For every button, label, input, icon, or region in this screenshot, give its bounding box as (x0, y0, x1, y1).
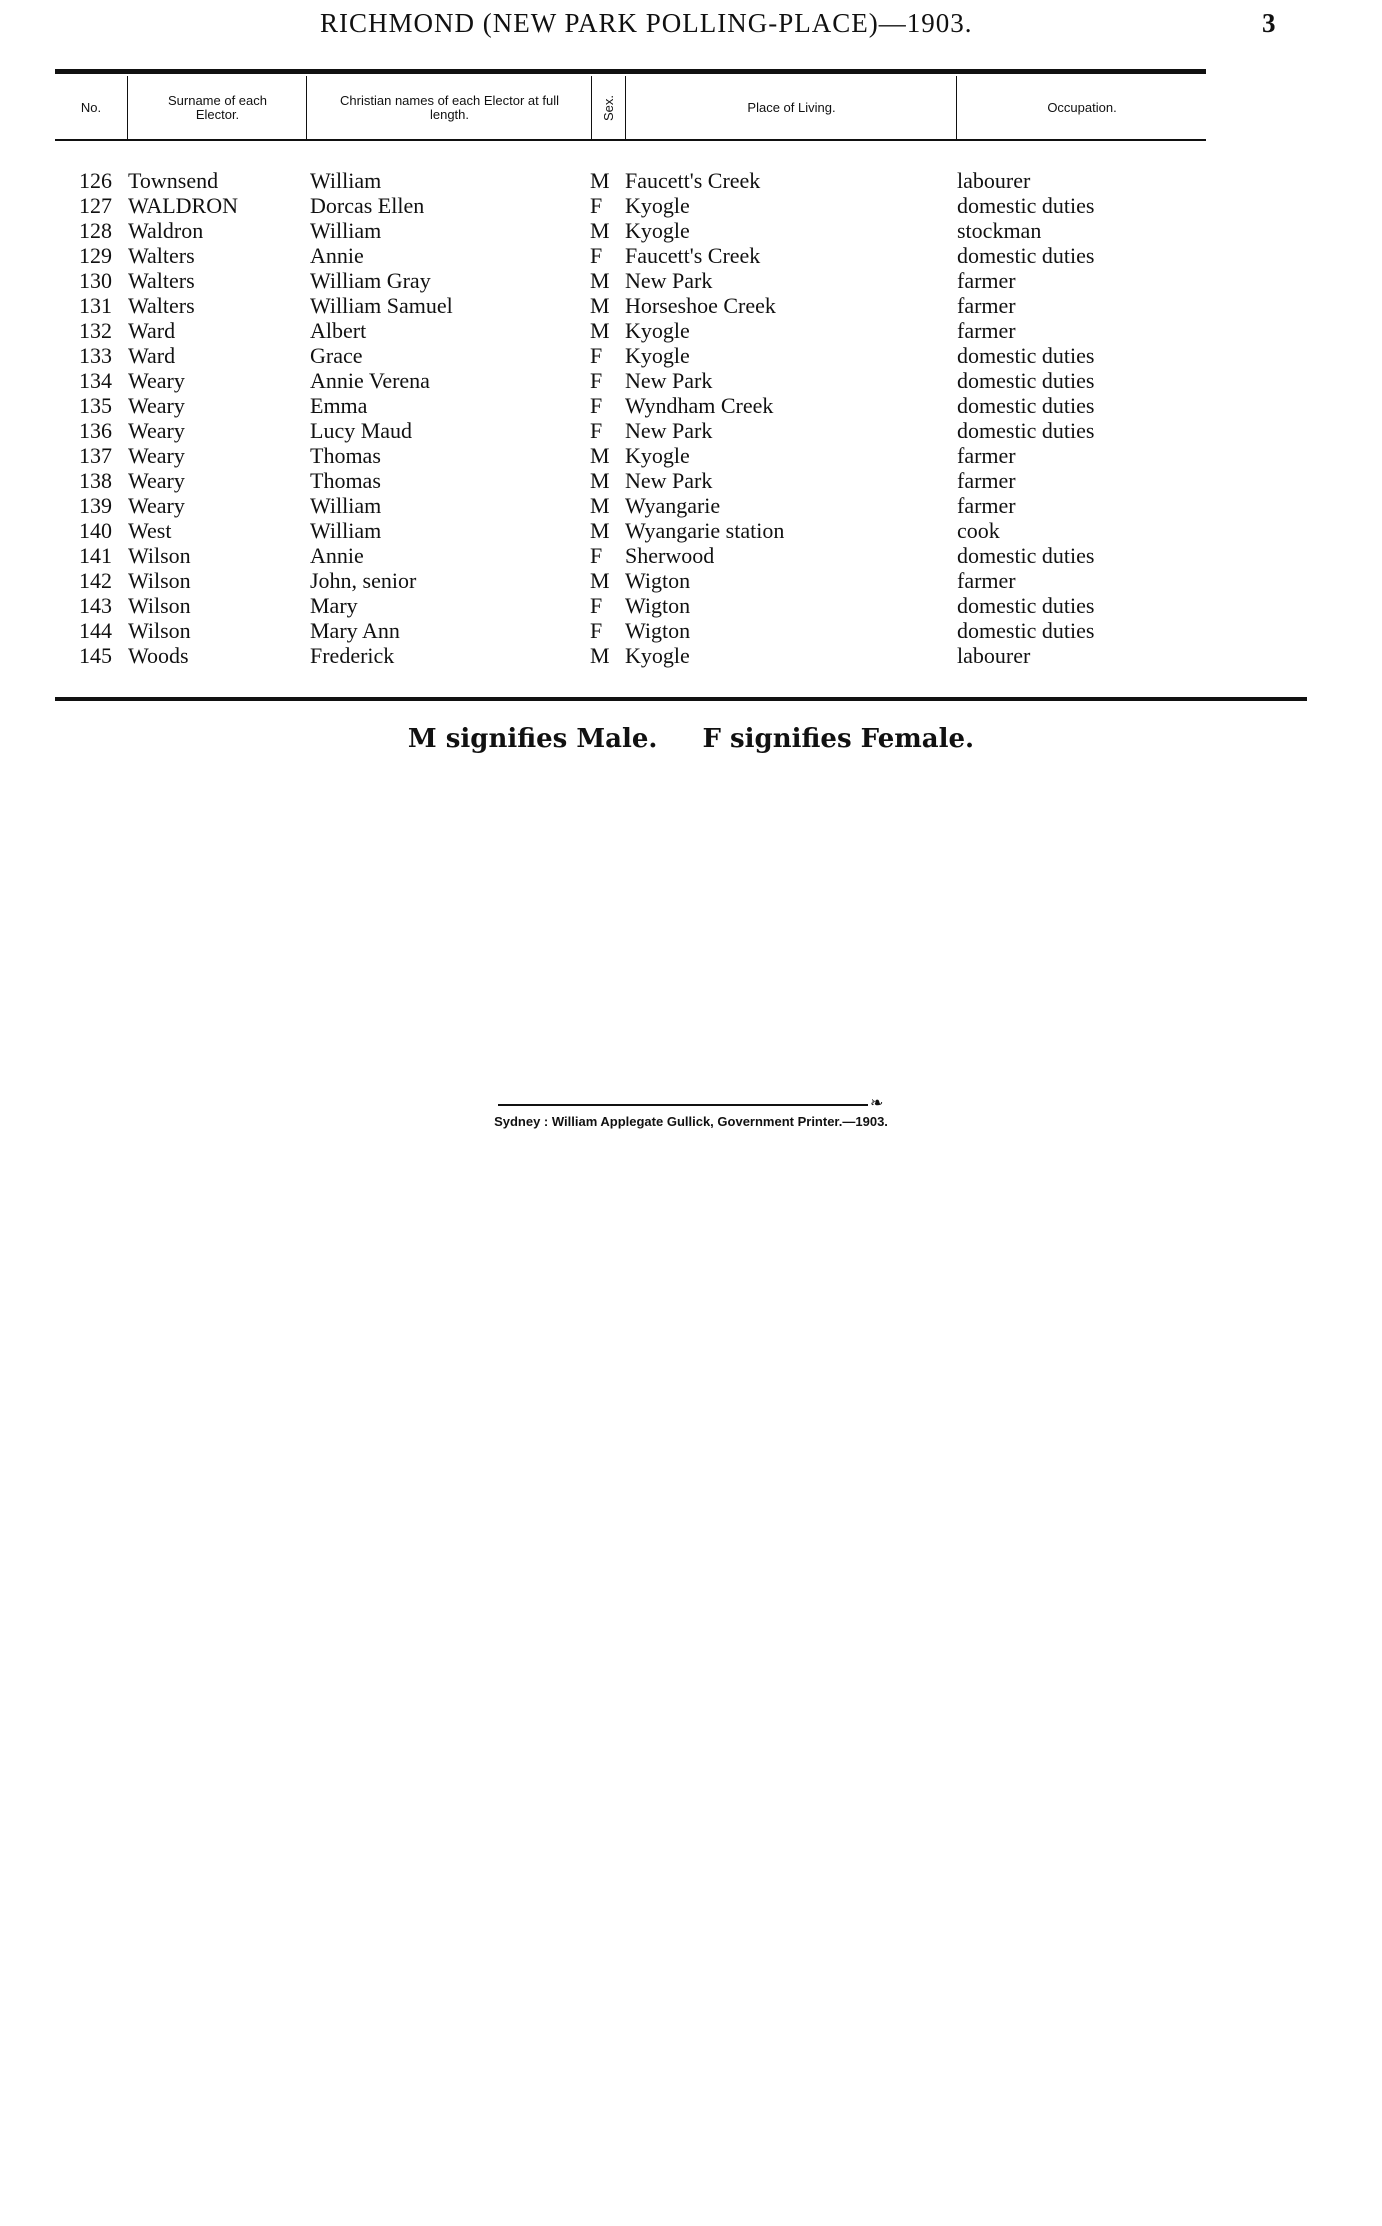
elector-surname: Townsend (128, 168, 219, 193)
column-header-surname (127, 76, 307, 139)
elector-surname: Wilson (128, 568, 191, 593)
elector-surname: WALDRON (128, 193, 238, 218)
table-row (0, 518, 1382, 543)
row-number: 127 (79, 193, 112, 218)
table-row (0, 568, 1382, 593)
row-number: 140 (79, 518, 112, 543)
page-number: 3 (1262, 8, 1276, 38)
elector-sex: M (590, 518, 610, 543)
elector-sex: F (590, 418, 603, 443)
elector-sex: F (590, 343, 603, 368)
column-header-no: No. (80, 99, 102, 115)
elector-surname: Woods (128, 643, 189, 668)
elector-sex: F (590, 618, 603, 643)
elector-christian-names: Lucy Maud (310, 418, 413, 443)
elector-sex: M (590, 268, 610, 293)
row-number: 138 (79, 468, 112, 493)
elector-christian-names: William Samuel (310, 293, 453, 318)
table-row (0, 418, 1382, 443)
table-row (0, 443, 1382, 468)
column-header-christian-label: Christian names of each Elector at full length. (340, 92, 559, 122)
list-bottom-rule (55, 697, 1307, 701)
elector-sex: M (590, 318, 610, 343)
row-number: 135 (79, 393, 112, 418)
elector-occupation: farmer (957, 443, 1016, 468)
row-number: 143 (79, 593, 112, 618)
legend-female: F signifies Female. (702, 724, 975, 754)
elector-christian-names: John, senior (310, 568, 417, 593)
elector-place-of-living: Kyogle (625, 218, 690, 243)
elector-surname: Weary (128, 443, 185, 468)
elector-christian-names: Thomas (310, 443, 381, 468)
table-row (0, 193, 1382, 218)
column-header-sex (591, 76, 626, 139)
column-header-sex-label: Sex. (600, 94, 616, 121)
ornament-icon: ❧ (870, 1093, 884, 1112)
table-row (0, 293, 1382, 318)
row-number: 131 (79, 293, 112, 318)
elector-occupation: domestic duties (957, 393, 1095, 418)
elector-christian-names: Dorcas Ellen (310, 193, 425, 218)
elector-place-of-living: New Park (625, 468, 713, 493)
elector-christian-names: Albert (310, 318, 367, 343)
table-row (0, 618, 1382, 643)
elector-christian-names: Thomas (310, 468, 381, 493)
row-number: 145 (79, 643, 112, 668)
elector-place-of-living: Kyogle (625, 643, 690, 668)
elector-sex: M (590, 443, 610, 468)
elector-occupation: farmer (957, 293, 1016, 318)
elector-occupation: farmer (957, 568, 1016, 593)
elector-occupation: farmer (957, 268, 1016, 293)
elector-christian-names: William (310, 218, 382, 243)
elector-place-of-living: Kyogle (625, 443, 690, 468)
table-row (0, 493, 1382, 518)
elector-surname: Weary (128, 393, 185, 418)
elector-surname: Weary (128, 493, 185, 518)
elector-occupation: domestic duties (957, 193, 1095, 218)
table-row (0, 643, 1382, 668)
elector-surname: Weary (128, 468, 185, 493)
elector-place-of-living: Faucett's Creek (625, 243, 761, 268)
elector-occupation: stockman (957, 218, 1042, 243)
elector-surname: Weary (128, 418, 185, 443)
elector-christian-names: Annie (310, 543, 364, 568)
elector-place-of-living: Wigton (625, 618, 691, 643)
table-row (0, 543, 1382, 568)
elector-surname: Wilson (128, 593, 191, 618)
table-row (0, 243, 1382, 268)
elector-sex: M (590, 568, 610, 593)
elector-occupation: farmer (957, 468, 1016, 493)
table-row (0, 168, 1382, 193)
elector-christian-names: Mary Ann (310, 618, 400, 643)
elector-sex: M (590, 218, 610, 243)
elector-occupation: cook (957, 518, 1000, 543)
table-row (0, 318, 1382, 343)
row-number: 139 (79, 493, 112, 518)
elector-christian-names: William (310, 493, 382, 518)
elector-place-of-living: Wyangarie station (625, 518, 785, 543)
imprint-rule (498, 1104, 868, 1106)
elector-place-of-living: New Park (625, 418, 713, 443)
table-row (0, 393, 1382, 418)
elector-place-of-living: Kyogle (625, 318, 690, 343)
elector-sex: M (590, 468, 610, 493)
elector-christian-names: Annie (310, 243, 364, 268)
legend-male: M signifies Male. (407, 724, 658, 754)
elector-christian-names: Frederick (310, 643, 395, 668)
elector-place-of-living: Wigton (625, 568, 691, 593)
elector-place-of-living: Faucett's Creek (625, 168, 761, 193)
table-row (0, 218, 1382, 243)
elector-surname: Ward (128, 343, 176, 368)
elector-occupation: domestic duties (957, 418, 1095, 443)
elector-place-of-living: Wyangarie (625, 493, 721, 518)
elector-sex: F (590, 593, 603, 618)
elector-sex: F (590, 193, 603, 218)
header-bottom-rule (55, 139, 1206, 141)
elector-sex: F (590, 393, 603, 418)
elector-occupation: farmer (957, 493, 1016, 518)
row-number: 132 (79, 318, 112, 343)
table-row (0, 368, 1382, 393)
elector-occupation: domestic duties (957, 593, 1095, 618)
row-number: 142 (79, 568, 112, 593)
elector-sex: M (590, 643, 610, 668)
elector-occupation: domestic duties (957, 343, 1095, 368)
elector-christian-names: William Gray (310, 268, 431, 293)
row-number: 136 (79, 418, 112, 443)
header-top-rule (55, 69, 1206, 74)
table-row (0, 593, 1382, 618)
elector-occupation: domestic duties (957, 618, 1095, 643)
row-number: 133 (79, 343, 112, 368)
elector-place-of-living: Sherwood (625, 543, 715, 568)
elector-surname: Weary (128, 368, 185, 393)
sex-legend (0, 724, 1382, 754)
elector-sex: M (590, 293, 610, 318)
elector-sex: F (590, 543, 603, 568)
elector-surname: Waldron (128, 218, 204, 243)
elector-surname: Walters (128, 293, 195, 318)
running-head (0, 8, 1382, 48)
elector-occupation: domestic duties (957, 543, 1095, 568)
column-header-place: Place of Living. (625, 76, 957, 139)
page-title: RICHMOND (NEW PARK POLLING-PLACE)—1903. (320, 8, 973, 38)
elector-sex: F (590, 243, 603, 268)
table-row (0, 468, 1382, 493)
row-number: 128 (79, 218, 112, 243)
row-number: 126 (79, 168, 112, 193)
elector-surname: Wilson (128, 543, 191, 568)
elector-place-of-living: Kyogle (625, 343, 690, 368)
column-headers (55, 76, 1206, 139)
elector-sex: F (590, 368, 603, 393)
elector-place-of-living: Kyogle (625, 193, 690, 218)
elector-occupation: farmer (957, 318, 1016, 343)
elector-occupation: domestic duties (957, 368, 1095, 393)
elector-occupation: domestic duties (957, 243, 1095, 268)
elector-surname: West (128, 518, 172, 543)
column-header-surname-label: Surname of each Elector. (167, 92, 267, 122)
elector-place-of-living: Wyndham Creek (625, 393, 774, 418)
column-header-christian (306, 76, 592, 139)
row-number: 137 (79, 443, 112, 468)
column-header-occupation: Occupation. (956, 76, 1207, 139)
elector-surname: Walters (128, 243, 195, 268)
table-row (0, 268, 1382, 293)
printer-imprint: Sydney : William Applegate Gullick, Government Printer.—1903. (494, 1114, 888, 1129)
elector-place-of-living: Horseshoe Creek (625, 293, 776, 318)
row-number: 141 (79, 543, 112, 568)
elector-place-of-living: New Park (625, 368, 713, 393)
table-row (0, 343, 1382, 368)
row-number: 134 (79, 368, 112, 393)
elector-surname: Ward (128, 318, 176, 343)
row-number: 129 (79, 243, 112, 268)
elector-surname: Wilson (128, 618, 191, 643)
elector-christian-names: Mary (310, 593, 358, 618)
elector-surname: Walters (128, 268, 195, 293)
elector-christian-names: Emma (310, 393, 368, 418)
elector-place-of-living: Wigton (625, 593, 691, 618)
elector-sex: M (590, 493, 610, 518)
elector-place-of-living: New Park (625, 268, 713, 293)
elector-christian-names: Annie Verena (310, 368, 430, 393)
elector-christian-names: William (310, 168, 382, 193)
row-number: 144 (79, 618, 112, 643)
elector-sex: M (590, 168, 610, 193)
elector-occupation: labourer (957, 168, 1031, 193)
elector-christian-names: William (310, 518, 382, 543)
elector-christian-names: Grace (310, 343, 363, 368)
elector-occupation: labourer (957, 643, 1031, 668)
row-number: 130 (79, 268, 112, 293)
